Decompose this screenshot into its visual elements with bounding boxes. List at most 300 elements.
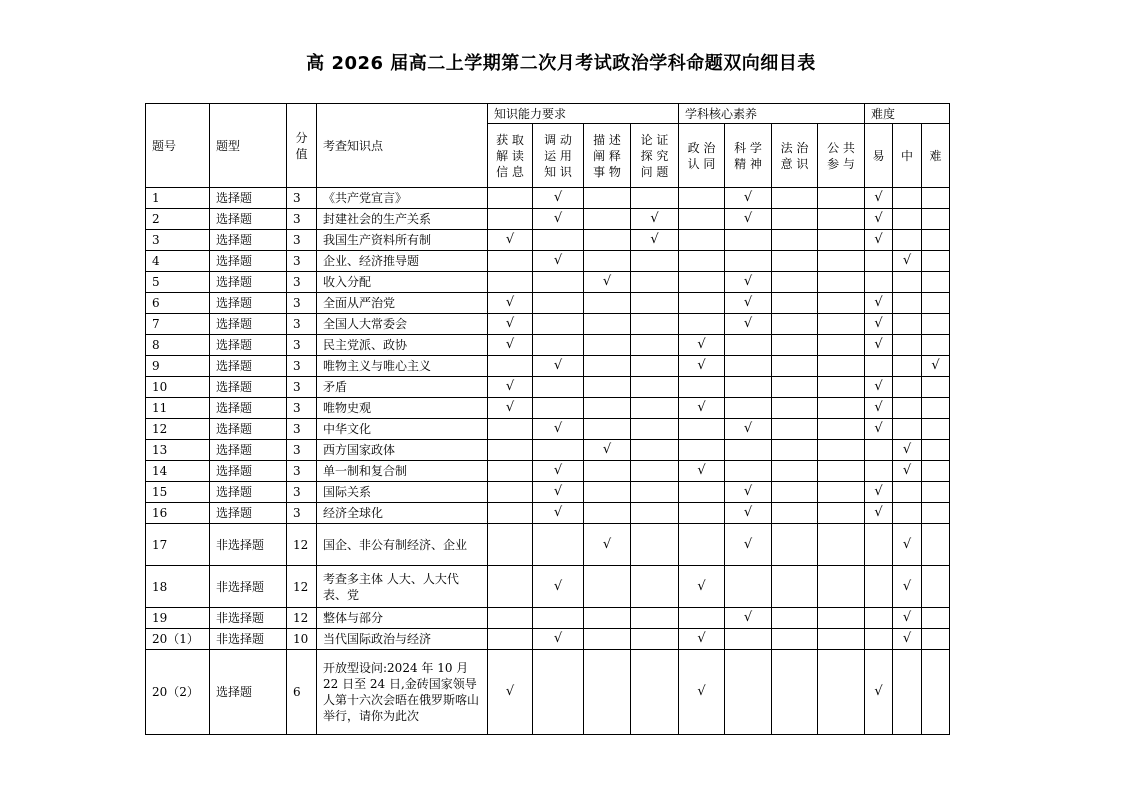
empty-cell [631, 293, 679, 314]
empty-cell [922, 230, 950, 251]
empty-cell [865, 272, 893, 293]
table-row [146, 524, 950, 566]
empty-cell [533, 377, 584, 398]
empty-cell [818, 272, 865, 293]
empty-cell [631, 251, 679, 272]
row-topic: 矛盾 [317, 377, 488, 398]
check-mark: √ [893, 608, 922, 629]
empty-cell [488, 356, 533, 377]
empty-cell [584, 461, 631, 482]
empty-cell [922, 209, 950, 230]
empty-cell [584, 314, 631, 335]
check-mark: √ [533, 188, 584, 209]
empty-cell [772, 356, 818, 377]
empty-cell [679, 209, 725, 230]
row-topic: 国际关系 [317, 482, 488, 503]
empty-cell [631, 335, 679, 356]
empty-cell [818, 482, 865, 503]
empty-cell [818, 230, 865, 251]
empty-cell [772, 419, 818, 440]
empty-cell [865, 440, 893, 461]
empty-cell [679, 377, 725, 398]
row-no: 5 [146, 272, 210, 293]
empty-cell [584, 608, 631, 629]
check-mark: √ [679, 650, 725, 735]
empty-cell [922, 482, 950, 503]
check-mark: √ [533, 503, 584, 524]
empty-cell [865, 356, 893, 377]
empty-cell [725, 230, 772, 251]
empty-cell [772, 188, 818, 209]
empty-cell [818, 524, 865, 566]
header-literacy-3: 公 共 参 与 [818, 124, 865, 188]
empty-cell [725, 629, 772, 650]
check-mark: √ [865, 314, 893, 335]
row-topic: 全面从严治党 [317, 293, 488, 314]
empty-cell [488, 482, 533, 503]
empty-cell [679, 272, 725, 293]
check-mark: √ [725, 188, 772, 209]
header-type: 题型 [210, 104, 287, 188]
table-row [146, 566, 950, 608]
empty-cell [631, 440, 679, 461]
empty-cell [772, 398, 818, 419]
row-topic: 整体与部分 [317, 608, 488, 629]
table-row [146, 335, 950, 356]
row-topic: 中华文化 [317, 419, 488, 440]
row-score: 3 [287, 461, 317, 482]
check-mark: √ [533, 482, 584, 503]
empty-cell [922, 524, 950, 566]
empty-cell [922, 461, 950, 482]
empty-cell [584, 209, 631, 230]
check-mark: √ [533, 461, 584, 482]
header-knowledge: 考查知识点 [317, 104, 488, 188]
check-mark: √ [893, 251, 922, 272]
empty-cell [725, 566, 772, 608]
empty-cell [818, 377, 865, 398]
empty-cell [631, 566, 679, 608]
empty-cell [584, 419, 631, 440]
empty-cell [893, 503, 922, 524]
row-score: 6 [287, 650, 317, 735]
header-ability-2: 描 述 阐 释 事 物 [584, 124, 631, 188]
empty-cell [725, 356, 772, 377]
check-mark: √ [533, 629, 584, 650]
empty-cell [818, 608, 865, 629]
empty-cell [922, 293, 950, 314]
row-type: 非选择题 [210, 608, 287, 629]
table-row [146, 608, 950, 629]
row-type: 选择题 [210, 230, 287, 251]
check-mark: √ [865, 335, 893, 356]
empty-cell [631, 377, 679, 398]
empty-cell [631, 314, 679, 335]
empty-cell [772, 209, 818, 230]
empty-cell [893, 419, 922, 440]
empty-cell [533, 524, 584, 566]
empty-cell [725, 461, 772, 482]
empty-cell [818, 251, 865, 272]
check-mark: √ [725, 314, 772, 335]
empty-cell [818, 566, 865, 608]
row-score: 3 [287, 314, 317, 335]
row-score: 3 [287, 356, 317, 377]
empty-cell [631, 503, 679, 524]
check-mark: √ [893, 629, 922, 650]
row-type: 选择题 [210, 356, 287, 377]
empty-cell [893, 356, 922, 377]
header-row-groups [146, 104, 950, 124]
empty-cell [893, 650, 922, 735]
empty-cell [584, 566, 631, 608]
empty-cell [488, 419, 533, 440]
row-no: 17 [146, 524, 210, 566]
empty-cell [922, 419, 950, 440]
row-type: 选择题 [210, 650, 287, 735]
empty-cell [631, 461, 679, 482]
empty-cell [584, 398, 631, 419]
row-type: 非选择题 [210, 566, 287, 608]
empty-cell [631, 272, 679, 293]
check-mark: √ [533, 566, 584, 608]
table-row [146, 251, 950, 272]
check-mark: √ [488, 314, 533, 335]
empty-cell [893, 230, 922, 251]
empty-cell [533, 398, 584, 419]
empty-cell [818, 461, 865, 482]
header-ability-3: 论 证 探 究 问 题 [631, 124, 679, 188]
empty-cell [772, 440, 818, 461]
empty-cell [631, 188, 679, 209]
empty-cell [631, 482, 679, 503]
specification-table [145, 103, 950, 735]
empty-cell [631, 650, 679, 735]
empty-cell [488, 524, 533, 566]
empty-cell [488, 440, 533, 461]
empty-cell [533, 230, 584, 251]
row-no: 20（1） [146, 629, 210, 650]
table-row [146, 314, 950, 335]
empty-cell [818, 650, 865, 735]
empty-cell [818, 440, 865, 461]
empty-cell [922, 398, 950, 419]
check-mark: √ [679, 566, 725, 608]
row-no: 16 [146, 503, 210, 524]
empty-cell [772, 524, 818, 566]
check-mark: √ [488, 650, 533, 735]
empty-cell [488, 608, 533, 629]
empty-cell [772, 377, 818, 398]
empty-cell [922, 335, 950, 356]
table-row [146, 629, 950, 650]
empty-cell [865, 251, 893, 272]
row-type: 选择题 [210, 440, 287, 461]
empty-cell [584, 629, 631, 650]
empty-cell [584, 230, 631, 251]
row-no: 19 [146, 608, 210, 629]
empty-cell [922, 503, 950, 524]
row-score: 3 [287, 503, 317, 524]
empty-cell [922, 314, 950, 335]
empty-cell [772, 608, 818, 629]
row-no: 12 [146, 419, 210, 440]
row-topic: 封建社会的生产关系 [317, 209, 488, 230]
row-score: 3 [287, 293, 317, 314]
empty-cell [631, 419, 679, 440]
empty-cell [679, 419, 725, 440]
empty-cell [772, 251, 818, 272]
check-mark: √ [725, 293, 772, 314]
empty-cell [922, 566, 950, 608]
check-mark: √ [533, 209, 584, 230]
row-topic: 企业、经济推导题 [317, 251, 488, 272]
empty-cell [922, 377, 950, 398]
empty-cell [488, 272, 533, 293]
row-score: 3 [287, 419, 317, 440]
check-mark: √ [488, 293, 533, 314]
row-topic: 全国人大常委会 [317, 314, 488, 335]
empty-cell [893, 293, 922, 314]
check-mark: √ [488, 377, 533, 398]
empty-cell [772, 272, 818, 293]
row-no: 3 [146, 230, 210, 251]
empty-cell [679, 608, 725, 629]
empty-cell [584, 356, 631, 377]
empty-cell [631, 629, 679, 650]
table-row [146, 398, 950, 419]
header-ability-1: 调 动 运 用 知 识 [533, 124, 584, 188]
table-row [146, 419, 950, 440]
check-mark: √ [893, 524, 922, 566]
empty-cell [772, 566, 818, 608]
empty-cell [725, 335, 772, 356]
header-difficulty-1: 中 [893, 124, 922, 188]
check-mark: √ [725, 272, 772, 293]
empty-cell [584, 377, 631, 398]
check-mark: √ [893, 461, 922, 482]
row-topic: 当代国际政治与经济 [317, 629, 488, 650]
empty-cell [679, 230, 725, 251]
empty-cell [488, 209, 533, 230]
check-mark: √ [533, 419, 584, 440]
empty-cell [922, 272, 950, 293]
check-mark: √ [725, 524, 772, 566]
empty-cell [922, 251, 950, 272]
header-difficulty-2: 难 [922, 124, 950, 188]
check-mark: √ [679, 356, 725, 377]
check-mark: √ [488, 230, 533, 251]
row-type: 选择题 [210, 335, 287, 356]
header-group-difficulty: 难度 [865, 104, 950, 124]
empty-cell [631, 398, 679, 419]
empty-cell [893, 398, 922, 419]
table-row [146, 377, 950, 398]
empty-cell [533, 650, 584, 735]
check-mark: √ [679, 629, 725, 650]
check-mark: √ [865, 398, 893, 419]
row-topic: 唯物史观 [317, 398, 488, 419]
empty-cell [818, 503, 865, 524]
empty-cell [488, 188, 533, 209]
table-row [146, 356, 950, 377]
row-type: 选择题 [210, 461, 287, 482]
empty-cell [865, 566, 893, 608]
empty-cell [533, 293, 584, 314]
row-score: 12 [287, 566, 317, 608]
empty-cell [488, 629, 533, 650]
empty-cell [533, 314, 584, 335]
header-ability-0: 获 取 解 读 信 息 [488, 124, 533, 188]
header-literacy-2: 法 治 意 识 [772, 124, 818, 188]
row-topic: 考查多主体 人大、人大代表、党 [317, 566, 488, 608]
row-type: 选择题 [210, 251, 287, 272]
empty-cell [922, 650, 950, 735]
row-no: 15 [146, 482, 210, 503]
empty-cell [893, 188, 922, 209]
check-mark: √ [865, 209, 893, 230]
table-row [146, 188, 950, 209]
row-type: 非选择题 [210, 629, 287, 650]
header-difficulty-0: 易 [865, 124, 893, 188]
empty-cell [584, 335, 631, 356]
row-type: 选择题 [210, 377, 287, 398]
row-score: 12 [287, 524, 317, 566]
row-score: 3 [287, 251, 317, 272]
empty-cell [772, 461, 818, 482]
check-mark: √ [865, 188, 893, 209]
check-mark: √ [865, 650, 893, 735]
header-group-literacy: 学科核心素养 [679, 104, 865, 124]
check-mark: √ [679, 398, 725, 419]
check-mark: √ [922, 356, 950, 377]
row-no: 2 [146, 209, 210, 230]
empty-cell [772, 629, 818, 650]
row-score: 3 [287, 440, 317, 461]
empty-cell [488, 503, 533, 524]
row-type: 选择题 [210, 419, 287, 440]
row-no: 6 [146, 293, 210, 314]
empty-cell [893, 272, 922, 293]
empty-cell [533, 608, 584, 629]
empty-cell [488, 251, 533, 272]
row-score: 12 [287, 608, 317, 629]
empty-cell [865, 629, 893, 650]
empty-cell [922, 608, 950, 629]
empty-cell [818, 335, 865, 356]
empty-cell [818, 314, 865, 335]
check-mark: √ [865, 482, 893, 503]
empty-cell [725, 398, 772, 419]
page-title: 高 2026 届高二上学期第二次月考试政治学科命题双向细目表 [306, 53, 816, 74]
check-mark: √ [584, 524, 631, 566]
empty-cell [865, 608, 893, 629]
check-mark: √ [631, 230, 679, 251]
empty-cell [922, 629, 950, 650]
row-no: 18 [146, 566, 210, 608]
row-type: 选择题 [210, 503, 287, 524]
empty-cell [818, 419, 865, 440]
check-mark: √ [725, 482, 772, 503]
check-mark: √ [679, 335, 725, 356]
empty-cell [679, 251, 725, 272]
row-topic: 我国生产资料所有制 [317, 230, 488, 251]
check-mark: √ [488, 398, 533, 419]
empty-cell [772, 314, 818, 335]
empty-cell [772, 482, 818, 503]
check-mark: √ [631, 209, 679, 230]
check-mark: √ [584, 272, 631, 293]
empty-cell [922, 188, 950, 209]
row-type: 非选择题 [210, 524, 287, 566]
row-no: 13 [146, 440, 210, 461]
row-topic: 《共产党宣言》 [317, 188, 488, 209]
row-topic: 开放型设问:2024 年 10 月 22 日至 24 日,金砖国家领导人第十六次会晤在俄罗斯喀山举行，请你为此次 [317, 650, 488, 735]
check-mark: √ [865, 503, 893, 524]
row-score: 3 [287, 188, 317, 209]
row-topic: 西方国家政体 [317, 440, 488, 461]
empty-cell [893, 335, 922, 356]
check-mark: √ [865, 293, 893, 314]
row-no: 8 [146, 335, 210, 356]
row-no: 20（2） [146, 650, 210, 735]
check-mark: √ [533, 356, 584, 377]
row-score: 10 [287, 629, 317, 650]
row-topic: 唯物主义与唯心主义 [317, 356, 488, 377]
row-type: 选择题 [210, 314, 287, 335]
table-row [146, 461, 950, 482]
empty-cell [584, 482, 631, 503]
empty-cell [631, 608, 679, 629]
check-mark: √ [865, 419, 893, 440]
empty-cell [679, 293, 725, 314]
empty-cell [584, 251, 631, 272]
empty-cell [584, 293, 631, 314]
empty-cell [772, 503, 818, 524]
empty-cell [725, 251, 772, 272]
header-score: 分 值 [287, 104, 317, 188]
empty-cell [631, 356, 679, 377]
row-score: 3 [287, 482, 317, 503]
row-type: 选择题 [210, 293, 287, 314]
row-type: 选择题 [210, 398, 287, 419]
empty-cell [533, 335, 584, 356]
row-topic: 国企、非公有制经济、企业 [317, 524, 488, 566]
empty-cell [818, 209, 865, 230]
check-mark: √ [865, 230, 893, 251]
table-row [146, 440, 950, 461]
empty-cell [679, 503, 725, 524]
check-mark: √ [725, 419, 772, 440]
row-no: 14 [146, 461, 210, 482]
check-mark: √ [893, 440, 922, 461]
empty-cell [725, 377, 772, 398]
check-mark: √ [533, 251, 584, 272]
row-no: 10 [146, 377, 210, 398]
empty-cell [865, 524, 893, 566]
row-score: 3 [287, 272, 317, 293]
empty-cell [533, 440, 584, 461]
table-row [146, 272, 950, 293]
empty-cell [865, 461, 893, 482]
check-mark: √ [725, 209, 772, 230]
empty-cell [893, 314, 922, 335]
check-mark: √ [584, 440, 631, 461]
empty-cell [772, 650, 818, 735]
row-topic: 民主党派、政协 [317, 335, 488, 356]
row-score: 3 [287, 209, 317, 230]
row-topic: 经济全球化 [317, 503, 488, 524]
